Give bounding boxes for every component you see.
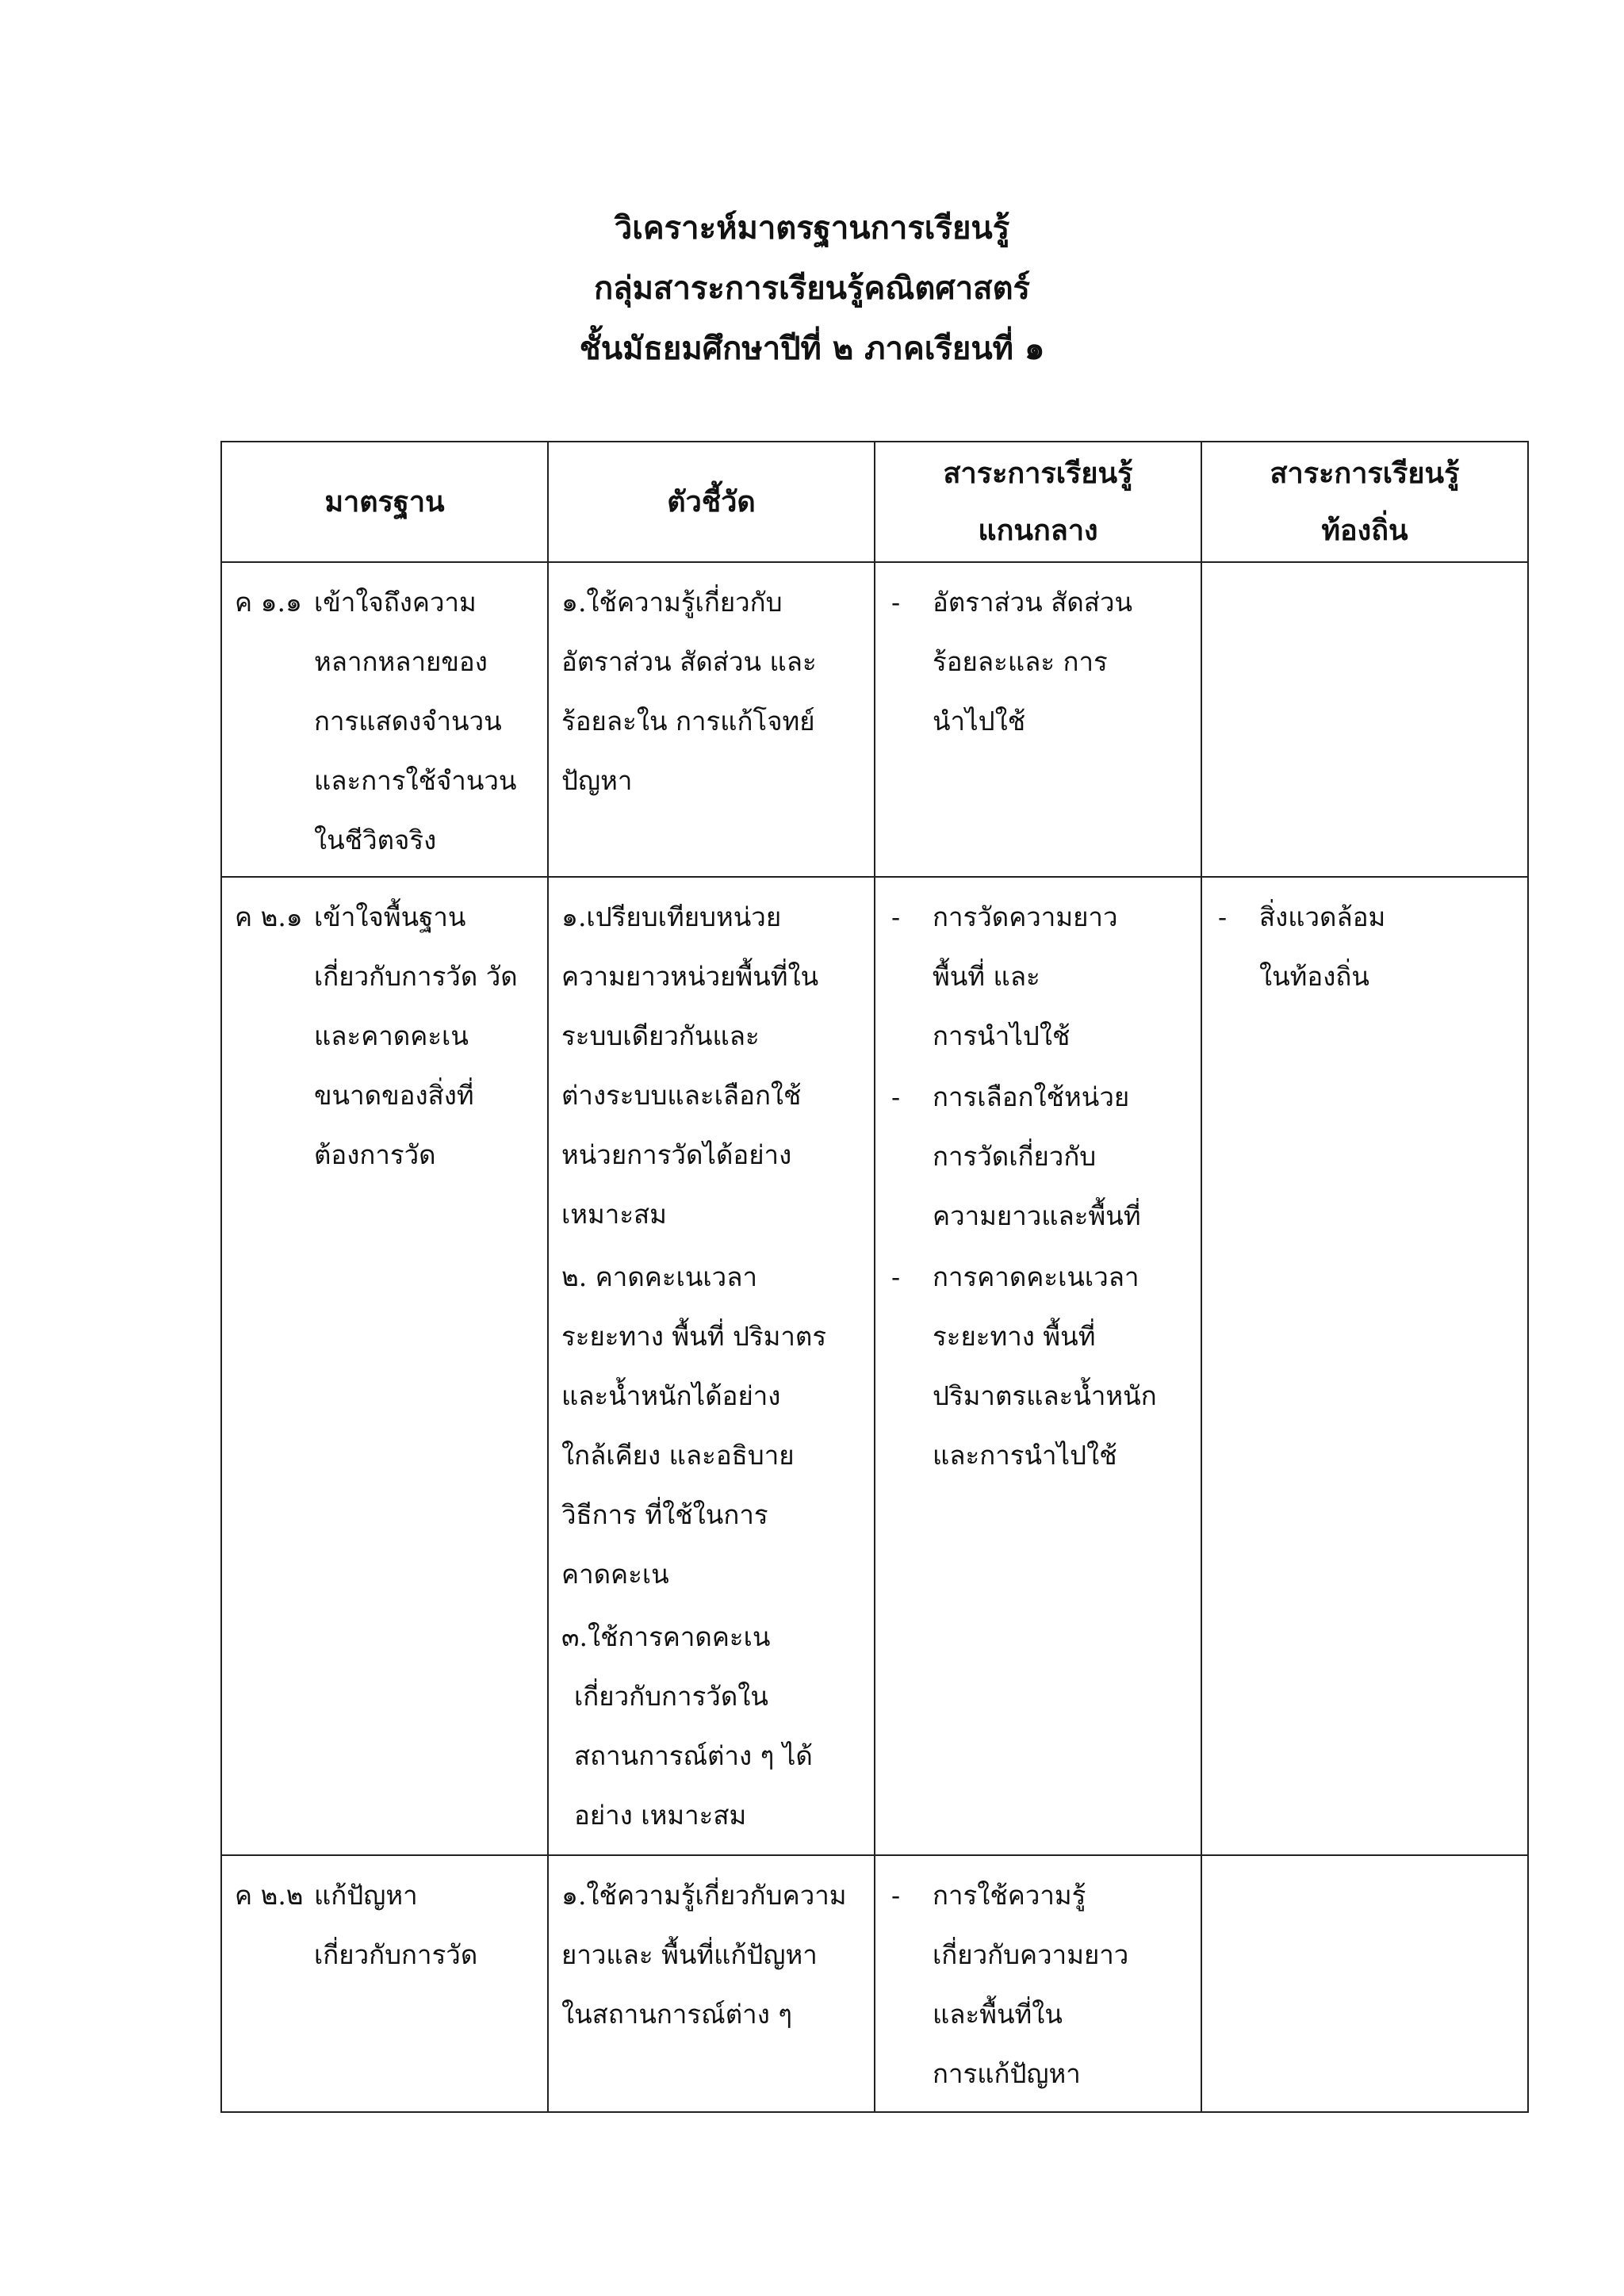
indicator-text: และน้ำหนักได้อย่าง (561, 1380, 781, 1411)
indicator-text: ระยะทาง พื้นที่ ปริมาตร (561, 1321, 827, 1352)
standard-text: ต้องการวัด (314, 1139, 436, 1170)
local-content-cell (1201, 877, 1528, 1855)
indicator-text: ยาวและ พื้นที่แก้ปัญหา (561, 1939, 818, 1970)
core-content-text: การวัดเกี่ยวกับ (933, 1141, 1097, 1172)
core-content-text: การเลือกใช้หน่วย (933, 1081, 1130, 1112)
indicator-text: หน่วยการวัดได้อย่าง (561, 1139, 792, 1170)
local-content-cell (1201, 1855, 1528, 2112)
dash-bullet: - (891, 901, 901, 932)
core-content-cell (875, 1855, 1201, 2112)
header-local-line-1: สาระการเรียนรู้ (1270, 457, 1460, 490)
standard-text: เข้าใจพื้นฐาน (314, 901, 466, 932)
list-item (888, 572, 1189, 751)
indicator-text: ต่างระบบและเลือกใช้ (561, 1080, 802, 1111)
standard-text: การแสดงจำนวน (314, 706, 502, 737)
core-content-text: และพื้นที่ใน (933, 1999, 1063, 2030)
header-core-content (875, 442, 1201, 562)
list-item (888, 1866, 1189, 2103)
header-core-line-2: แกนกลาง (978, 514, 1098, 547)
list-item (888, 887, 1189, 1066)
document-title (0, 198, 1624, 379)
indicator-cell (548, 877, 875, 1855)
standard-cell (221, 562, 548, 877)
core-content-text: อัตราส่วน สัดส่วน (933, 587, 1133, 618)
standard-cell (221, 1855, 548, 2112)
standard-text: เกี่ยวกับการวัด วัด (314, 961, 518, 992)
header-core-line-1: สาระการเรียนรู้ (943, 457, 1133, 490)
dash-bullet: - (891, 1081, 901, 1112)
core-content-text: และการนำไปใช้ (933, 1440, 1117, 1471)
core-content-text: ปริมาตรและน้ำหนัก (933, 1380, 1157, 1411)
indicator-text: ๓.ใช้การคาดคะเน (561, 1621, 771, 1652)
local-content-text: สิ่งแวดล้อม (1259, 901, 1386, 932)
title-line-1: วิเคราะห์มาตรฐานการเรียนรู้ (614, 209, 1010, 247)
dash-bullet: - (891, 587, 901, 618)
standard-code: ค ๑.๑ (235, 587, 302, 618)
core-content-text: เกี่ยวกับความยาว (933, 1939, 1129, 1970)
core-content-text: การแก้ปัญหา (933, 2058, 1081, 2089)
core-content-text: การวัดความยาว (933, 901, 1118, 932)
indicator-text: คาดคะเน (561, 1559, 669, 1590)
table-row (221, 1855, 1528, 2112)
core-content-text: การนำไปใช้ (933, 1020, 1071, 1051)
header-indicator: ตัวชี้วัด (548, 442, 875, 562)
list-item (888, 1247, 1189, 1485)
table-row (221, 877, 1528, 1855)
indicator-item (561, 887, 863, 1244)
indicator-text: ๒. คาดคะเนเวลา (561, 1261, 757, 1292)
standard-code: ค ๒.๒ (235, 1880, 304, 1911)
dash-bullet: - (891, 1880, 901, 1911)
core-content-text: ระยะทาง พื้นที่ (933, 1321, 1096, 1352)
table-header-row (221, 442, 1528, 562)
title-line-2: กลุ่มสาระการเรียนรู้คณิตศาสตร์ (593, 270, 1031, 307)
standard-text: เกี่ยวกับการวัด (314, 1939, 478, 1970)
standards-analysis-table (220, 441, 1529, 2113)
standard-text: หลากหลายของ (314, 646, 488, 677)
core-content-text: การคาดคะเนเวลา (933, 1261, 1139, 1292)
indicator-text: อย่าง เหมาะสม (574, 1800, 747, 1831)
indicator-text: ระบบเดียวกันและ (561, 1020, 760, 1051)
indicator-text: สถานการณ์ต่าง ๆ ได้ (574, 1740, 813, 1771)
indicator-text: อัตราส่วน สัดส่วน และ (561, 646, 817, 677)
standard-text: เข้าใจถึงความ (314, 587, 477, 618)
standard-text: แก้ปัญหา (314, 1880, 418, 1911)
standard-text: ขนาดของสิ่งที่ (314, 1080, 474, 1111)
indicator-text: ปัญหา (561, 765, 633, 796)
indicator-text: ใกล้เคียง และอธิบาย (561, 1440, 795, 1471)
core-content-text: ร้อยละและ การ (933, 646, 1108, 677)
header-local-content (1201, 442, 1528, 562)
standard-text: และคาดคะเน (314, 1020, 469, 1051)
indicator-cell (548, 562, 875, 877)
table-row (221, 562, 1528, 877)
indicator-item (561, 1607, 863, 1845)
indicator-text: ในสถานการณ์ต่าง ๆ (561, 1999, 793, 2030)
title-line-3: ชั้นมัธยมศึกษาปีที่ ๒ ภาคเรียนที่ ๑ (579, 330, 1045, 367)
indicator-text: เหมาะสม (561, 1199, 667, 1230)
core-content-text: การใช้ความรู้ (933, 1880, 1086, 1911)
standard-cell (221, 877, 548, 1855)
standard-code: ค ๒.๑ (235, 901, 303, 932)
header-standard: มาตรฐาน (221, 442, 548, 562)
core-content-cell (875, 877, 1201, 1855)
core-content-text: พื้นที่ และ (933, 961, 1040, 992)
core-content-text: นำไปใช้ (933, 706, 1026, 737)
indicator-text: ความยาวหน่วยพื้นที่ใน (561, 961, 819, 992)
list-item (1215, 887, 1516, 1006)
local-content-text: ในท้องถิ่น (1259, 961, 1369, 992)
indicator-text: ๑.ใช้ความรู้เกี่ยวกับ (561, 587, 783, 618)
standard-text: และการใช้จำนวน (314, 765, 517, 796)
core-content-cell (875, 562, 1201, 877)
header-local-line-2: ท้องถิ่น (1321, 514, 1408, 547)
dash-bullet: - (891, 1261, 901, 1292)
indicator-text: เกี่ยวกับการวัดใน (574, 1681, 768, 1712)
indicator-text: ๑.ใช้ความรู้เกี่ยวกับความ (561, 1880, 847, 1911)
indicator-item (561, 1247, 863, 1604)
dash-bullet: - (1218, 901, 1228, 932)
standard-text: ในชีวิตจริง (314, 825, 437, 855)
list-item (888, 1067, 1189, 1246)
indicator-text: ๑.เปรียบเทียบหน่วย (561, 901, 782, 932)
indicator-cell (548, 1855, 875, 2112)
indicator-text: ร้อยละใน การแก้โจทย์ (561, 706, 815, 737)
core-content-text: ความยาวและพื้นที่ (933, 1200, 1141, 1231)
local-content-cell (1201, 562, 1528, 877)
indicator-text: วิธีการ ที่ใช้ในการ (561, 1499, 768, 1530)
